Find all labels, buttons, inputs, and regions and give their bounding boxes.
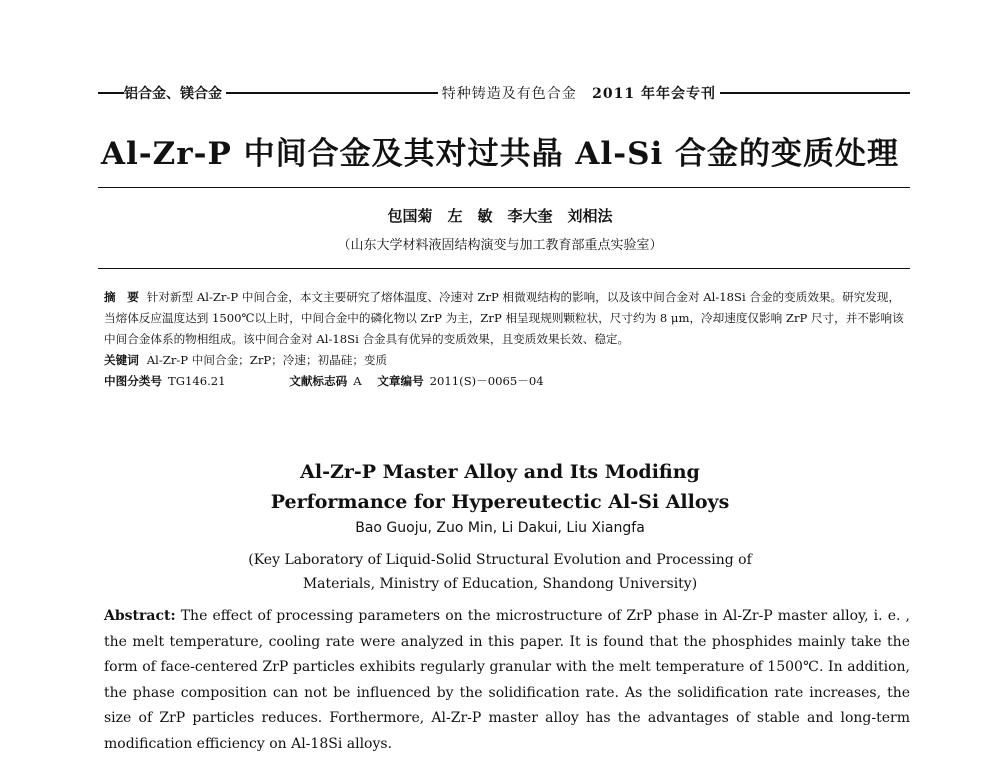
keywords-line xyxy=(104,350,910,371)
affiliation-en-line1: (Key Laboratory of Liquid-Solid Structural Evolution and Processing of xyxy=(248,552,752,568)
affiliation-en-line2: Materials, Ministry of Education, Shandong University) xyxy=(302,576,698,592)
divider xyxy=(98,268,910,269)
title-en-line1: Al-Zr-P Master Alloy and Its Modifing xyxy=(300,461,700,483)
abstract-en-body xyxy=(104,604,910,757)
keywords-label: 关键词 xyxy=(104,353,139,367)
header-rule xyxy=(226,92,438,94)
journal-name: 特种铸造及有色合金 xyxy=(441,86,577,102)
running-header xyxy=(98,82,910,104)
abstract-zh-label: 摘 要 xyxy=(104,290,139,304)
abstract-zh xyxy=(104,287,910,392)
paper-title-en xyxy=(0,457,1000,517)
abstract-en-label: Abstract: xyxy=(104,608,176,624)
abstract-zh-body xyxy=(104,287,910,350)
keywords-text: Al-Zr-P 中间合金；ZrP；冷速；初晶硅；变质 xyxy=(146,353,388,367)
authors-en: Bao Guoju, Zuo Min, Li Dakui, Liu Xiangfa xyxy=(355,520,645,536)
authors-zh: 包国菊 左 敏 李大奎 刘相法 xyxy=(387,207,613,225)
clc-value: TG146.21 xyxy=(167,374,226,388)
title-en-line2: Performance for Hypereutectic Al-Si Alloys xyxy=(270,491,730,513)
affiliation-zh: （山东大学材料液固结构演变与加工教育部重点实验室） xyxy=(337,238,663,253)
header-journal xyxy=(442,83,716,103)
article-no-label: 文章编号 xyxy=(377,374,424,388)
paper-title-zh: Al-Zr-P 中间合金及其对过共晶 Al-Si 合金的变质处理 xyxy=(100,136,900,172)
abstract-en xyxy=(104,604,910,757)
affiliation-en xyxy=(0,548,1000,596)
journal-issue: 2011 年年会专刊 xyxy=(592,86,716,102)
doc-code-value: A xyxy=(353,374,362,388)
classification-line xyxy=(104,371,910,392)
abstract-zh-text: 针对新型 Al-Zr-P 中间合金，本文主要研究了熔体温度、冷速对 ZrP 相微观结构的影响，以及该中间合金对 Al-18Si 合金的变质效果。研究发现，当熔体反应温度达到 1500℃以上时，中间合金中的磷化物以 ZrP 为主，ZrP 相呈现规则颗粒状，尺寸约为 8 μm，冷却速度仅影响 ZrP 尺寸，并不影响该中间合金体系的物相组成。该中间合金对 Al-18Si 合金具有优异的变质效果，且变质效果长效、稳定。 xyxy=(104,290,904,346)
header-rule xyxy=(98,92,124,94)
header-section: 铝合金、镁合金 xyxy=(124,86,222,102)
doc-code-label: 文献标志码 xyxy=(289,374,348,388)
article-no-value: 2011(S)－0065－04 xyxy=(429,374,544,388)
header-rule xyxy=(720,92,910,94)
abstract-en-text: The effect of processing parameters on the microstructure of ZrP phase in Al-Zr-P master alloy, i. e. , the melt temperature, cooling rate were analyzed in this paper. It is found that the phosphides mainly take the form of face-centered ZrP particles exhibits regularly granular with the melt temperature of 1500℃. In addition, the phase composition can not be influenced by the solidification rate. As the solidification rate increases, the size of ZrP particles reduces. Forthermore, Al-Zr-P master alloy has the advantages of stable and long-term modification efficiency on Al-18Si alloys. xyxy=(104,608,910,752)
divider xyxy=(98,187,910,188)
clc-label: 中图分类号 xyxy=(104,374,162,388)
